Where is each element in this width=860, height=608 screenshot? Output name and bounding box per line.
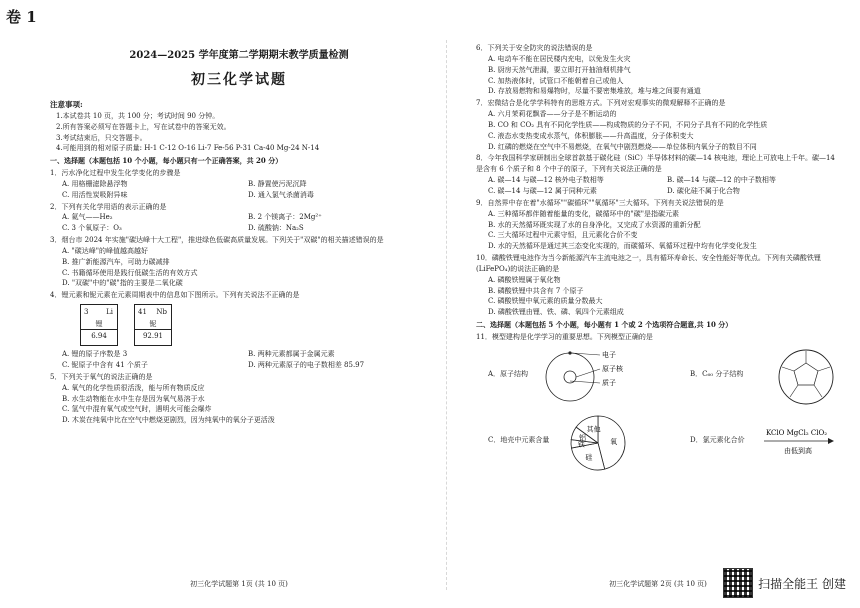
leader-proton xyxy=(570,381,600,383)
q5-option-b: B. 水生动物能在水中生存是因为氧气易溶于水 xyxy=(62,394,205,403)
note-1: 1.本试卷共 10 页，共 100 分；考试时间 90 分钟。 xyxy=(56,111,220,120)
lithium-symbol: Li xyxy=(106,308,113,317)
q7-option-a: A. 六月茉莉花飘香——分子是不断运动的 xyxy=(488,110,617,119)
atom-outer-circle xyxy=(546,353,594,401)
q4-option-c: C. 铌原子中含有 41 个质子 xyxy=(62,361,148,369)
pie-label-1: 硅 xyxy=(585,453,593,462)
leader-nucleus xyxy=(576,369,600,377)
element-cell-niobium xyxy=(134,304,172,346)
q4-option-d: D. 两种元素原子的电子数相差 85.97 xyxy=(248,361,365,369)
lithium-name: 锂 xyxy=(95,320,103,329)
pie-label-0: 氧 xyxy=(610,437,618,446)
pie-label-2: 铁 xyxy=(577,440,585,449)
q6-option-a: A. 电动车不能在居民楼内充电，以免发生火灾 xyxy=(488,54,631,63)
q4-option-b: B. 两种元素都属于金属元素 xyxy=(248,350,335,359)
scanner-watermark xyxy=(723,568,846,598)
chlorine-valence-figure xyxy=(680,411,840,475)
atom-part-electron: 电子 xyxy=(602,350,616,359)
c60-label: B．C₆₀ 分子结构 xyxy=(690,369,744,378)
q8-option-c: C. 碳—14 与碳—12 属于同种元素 xyxy=(488,186,597,195)
section-2-heading: 二、选择题（本题包括 5 个小题，每小题有 1 个或 2 个选项符合题意,共 10 分） xyxy=(476,320,733,330)
q3-option-c: C. 书籍循环使用是践行低碳生活的有效方式 xyxy=(62,268,198,277)
q11-figure-row-2 xyxy=(488,411,840,475)
qr-code-icon xyxy=(723,568,753,598)
question-2-stem: 2．下列有关化学用语的表示正确的是 xyxy=(50,202,167,211)
pie-label-4: 其他 xyxy=(586,425,601,434)
question-5-options xyxy=(50,383,428,426)
q2-option-a: A. 氦气——He₂ xyxy=(62,213,113,222)
q8-option-b: B. 碳—14 与碳—12 的中子数相等 xyxy=(667,176,776,185)
page-1 xyxy=(50,42,428,590)
niobium-atomic-number: 41 xyxy=(138,308,147,317)
q10-option-c: C. 磷酸铁锂中氧元素的质量分数最大 xyxy=(488,297,603,306)
page-2 xyxy=(476,42,840,590)
question-5-stem: 5．下列关于氧气的说法正确的是 xyxy=(50,372,153,381)
q9-option-b: B. 水的天然循环既实现了水的自身净化，又完成了水资源的重新分配 xyxy=(488,220,701,229)
question-9-stem: 9．自然界中存在着"水循环""碳循环""氧循环"三大循环。下列有关说法错误的是 xyxy=(476,198,724,207)
note-2: 2.所有答案必须写在答题卡上，写在试卷中的答案无效。 xyxy=(56,122,231,131)
q1-option-d: D. 通入氯气杀菌消毒 xyxy=(248,190,314,199)
page-divider xyxy=(446,40,447,590)
atom-part-nucleus: 原子核 xyxy=(602,364,623,373)
atom-structure-diagram xyxy=(488,345,648,409)
question-1-stem: 1．污水净化过程中发生化学变化的步骤是 xyxy=(50,169,181,178)
crust-element-label: C．地壳中元素含量 xyxy=(488,435,550,444)
crust-element-figure xyxy=(488,411,648,475)
q6-option-c: C. 加热液体时，试管口不能朝着自己或他人 xyxy=(488,76,624,85)
page-2-footer: 初三化学试题第 2页 (共 10 页) xyxy=(609,580,707,589)
q2-option-b: B. 2 个镁离子：2Mg²⁺ xyxy=(248,213,322,222)
atom-part-proton: 质子 xyxy=(602,378,616,387)
lithium-atomic-number: 3 xyxy=(84,308,89,317)
q5-option-d: D. 木炭在纯氧中比在空气中燃烧更剧烈，因为纯氧中的氧分子更活泼 xyxy=(62,416,275,425)
q2-option-c: C. 3 个氧原子：O₃ xyxy=(62,224,122,233)
q1-option-b: B. 静置使污泥沉降 xyxy=(248,179,307,188)
q9-option-c: C. 三大循环过程中元素守恒，且元素化合价不变 xyxy=(488,231,638,240)
question-6-options xyxy=(476,54,840,97)
chlorine-valence-diagram xyxy=(680,411,840,475)
c60-bond-5 xyxy=(782,367,794,371)
exam-header-title: 2024—2025 学年度第二学期期末教学质量检测 xyxy=(129,50,349,61)
q4-option-a: A. 锂的原子序数是 3 xyxy=(62,350,128,359)
q10-option-d: D. 磷酸铁锂由锂、铁、磷、氧四个元素组成 xyxy=(488,308,624,317)
q7-option-c: C. 液态水变热变成水蒸气，体积膨胀——升高温度，分子体积变大 xyxy=(488,131,694,140)
q8-option-d: D. 碳化硅不属于化合物 xyxy=(667,186,740,195)
q8-option-a: A. 碳—14 与碳—12 核外电子数相等 xyxy=(488,176,604,185)
question-7-options xyxy=(476,109,840,152)
niobium-mass: 92.91 xyxy=(135,329,171,342)
q3-option-b: B. 推广新能源汽车，可助力碳减排 xyxy=(62,257,170,266)
question-6-stem: 6．下列关于安全防灾的说法错误的是 xyxy=(476,44,593,52)
question-8-options xyxy=(476,175,840,197)
q9-option-a: A. 三种循环都伴随着能量的变化，碳循环中的"碳"是指碳元素 xyxy=(488,209,679,218)
niobium-symbol: Nb xyxy=(156,308,167,317)
question-1-options xyxy=(50,179,428,201)
q2-option-d: D. 硫酸钠：Na₂S xyxy=(248,224,304,233)
crust-element-pie xyxy=(488,411,648,475)
q10-option-a: A. 磷酸铁锂属于氧化物 xyxy=(488,275,561,284)
question-2-options xyxy=(50,212,428,234)
note-4: 4.可能用到的相对原子质量: H-1 C-12 O-16 Li-7 Fe-56 P-31 Ca-40 Mg-24 N-14 xyxy=(56,144,320,153)
q9-option-d: D. 水的天然循环是通过其三态变化实现的，而碳循环、氧循环过程中均有化学变化发生 xyxy=(488,242,757,251)
c60-bond-3 xyxy=(814,385,822,397)
question-4-options xyxy=(50,349,428,371)
niobium-name: 铌 xyxy=(149,320,157,329)
question-9-options xyxy=(476,209,840,252)
q7-option-d: D. 红磷的燃烧在空气中不易燃烧，在氧气中剧烈燃烧——单位体积内氧分子的数目不同 xyxy=(488,142,757,151)
chlorine-formulas: KClO MgCl₂ ClO₂ xyxy=(766,428,828,437)
q6-option-b: B. 厨房天然气泄漏，要立即打开抽油烟机排气 xyxy=(488,65,631,74)
c60-center-pentagon xyxy=(794,363,818,385)
c60-bond-2 xyxy=(818,367,830,371)
atom-structure-label: A．原子结构 xyxy=(488,369,529,378)
question-8-stem: 8．今年我国科学家研制出全球首款基于碳化硅（SiC）半导体材料的碳—14 核电池，理论上可放电上千年。碳—14 是含有 6 个质子和 8 个中子的原子，下列有关说法正确的是 xyxy=(476,154,835,174)
atom-structure-figure xyxy=(488,345,648,409)
note-3: 3.考试结束后，只交答题卡。 xyxy=(56,133,147,142)
paper-corner-label: 卷 1 xyxy=(6,8,37,26)
q10-option-b: B. 磷酸铁锂中共含有 7 个原子 xyxy=(488,286,584,295)
electron-dot xyxy=(568,351,571,354)
pie-label-3: 铝 xyxy=(578,433,586,442)
q1-option-c: C. 用活性炭吸附异味 xyxy=(62,190,128,199)
section-1-heading: 一、选择题（本题包括 10 个小题，每小题只有一个正确答案，共 20 分） xyxy=(50,156,283,166)
q3-option-a: A. "碳达峰"的峰值越高越好 xyxy=(62,246,148,255)
question-4-stem: 4．锂元素和铌元素在元素周期表中的信息如下图所示。下列有关说法不正确的是 xyxy=(50,291,300,300)
page-1-footer: 初三化学试题第 1页 (共 10 页) xyxy=(190,580,288,589)
q5-option-c: C. 氢气中混有氧气或空气时，遇明火可能会爆炸 xyxy=(62,405,212,414)
c60-figure xyxy=(680,345,840,409)
c60-diagram xyxy=(680,345,840,409)
chlorine-valence-label: D．氯元素化合价 xyxy=(690,435,745,444)
question-10-options xyxy=(476,275,840,318)
element-cell-lithium xyxy=(80,304,118,346)
q3-option-d: D. "双碳"中的"碳"指的主要是二氧化碳 xyxy=(62,279,183,288)
q11-figure-row-1 xyxy=(488,345,840,409)
exam-title: 初三化学试题 xyxy=(191,71,287,88)
watermark-text: 扫描全能王 创建 xyxy=(758,576,846,591)
valence-axis-caption: 由低到高 xyxy=(784,446,812,455)
periodic-table-cells xyxy=(50,304,428,346)
question-7-stem: 7．宏微结合是化学学科特有的思维方式。下列对宏观事实的微观解释不正确的是 xyxy=(476,99,726,108)
question-11-stem: 11．模型建构是化学学习的重要思想。下列模型正确的是 xyxy=(476,332,653,341)
question-10-stem: 10．磷酸铁锂电池作为当今新能源汽车主流电池之一，具有循环寿命长、安全性能好等优点。下列有关磷酸铁锂(LiFePO₄)的说法正确的是 xyxy=(476,254,821,273)
q5-option-a: A. 氧气的化学性质很活泼，能与所有物质反应 xyxy=(62,383,205,392)
q7-option-b: B. CO 和 CO₂ 具有不同化学性质——构成物质的分子不同，不同分子具有不同的化学性质 xyxy=(488,120,768,129)
q6-option-d: D. 存放易燃物和易爆物时，尽量不要密集堆放，堆与堆之间要有通道 xyxy=(488,87,701,96)
c60-bond-4 xyxy=(790,385,798,397)
question-3-stem: 3．烟台市 2024 年实施"碳达峰十大工程"，推进绿色低碳高质量发展。下列关于"双碳"的相关描述错误的是 xyxy=(50,236,384,245)
valence-axis-arrow-icon xyxy=(828,438,834,444)
q1-option-a: A. 用格栅滤除悬浮物 xyxy=(62,179,128,188)
notes-title: 注意事项: xyxy=(50,100,83,110)
question-3-options xyxy=(50,246,428,289)
lithium-mass: 6.94 xyxy=(81,329,117,342)
